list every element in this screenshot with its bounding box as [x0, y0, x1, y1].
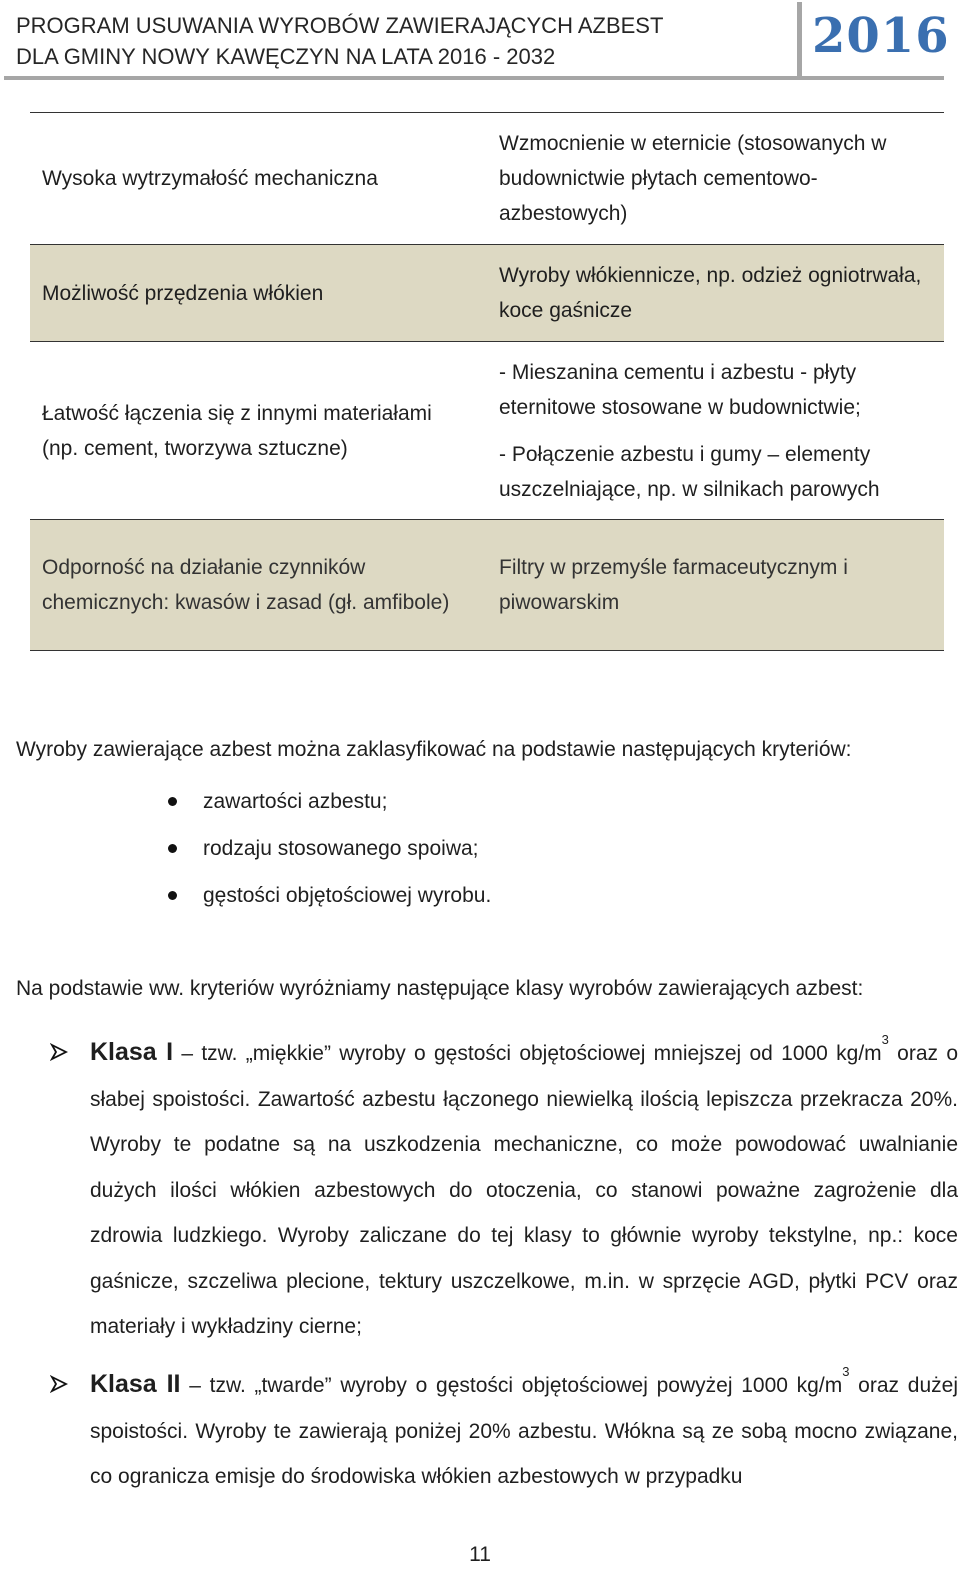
uses-text: Wzmocnienie w eternicie (stosowanych w budownictwie płytach cementowo-azbestowych) [499, 132, 887, 225]
uses-cell [485, 342, 944, 519]
asbestus-properties-table [30, 112, 944, 651]
page-number: 11 [469, 1543, 491, 1566]
property-cell: Wysoka wytrzymałość mechaniczna [42, 167, 378, 190]
bullet-icon [168, 891, 177, 900]
class-i-item [90, 1030, 958, 1350]
bullet-icon [168, 844, 177, 853]
table-row [30, 245, 944, 342]
class-ii-lead: – tzw. „twarde” wyroby o gęstości objętościowej powyżej 1000 kg/m [180, 1374, 843, 1397]
class-i-text [90, 1030, 958, 1350]
table-row [30, 342, 944, 520]
header-year: 2016 [812, 8, 950, 64]
class-ii-item [90, 1362, 958, 1500]
property-cell: Możliwość przędzenia włókien [42, 281, 324, 305]
uses-text: - Połączenie azbestu i gumy – elementy uszczelniające, np. w silnikach parowych [499, 442, 880, 501]
class-i-description: oraz o słabej spoistości. Zawartość azbestu łączonego niewielką ilością lepiszcza przekracza 20%. Wyroby te podatne są na uszkodzenia mechaniczne, co może powodować uwalnianie dużych ilości włókien azbestowych do otoczenia, co stanowi poważne zagrożenie dla zdrowia ludzkiego. Wyroby zaliczane do tej klasy to głównie wyroby tekstylne, np.: koce gaśnicze, szczeliwa plecione, tektury uszczelkowe, m.in. w sprzęcie AGD, płytki PCV oraz materiały i wykładziny cierne; [90, 1042, 958, 1338]
uses-cell [485, 245, 944, 341]
document-title [16, 10, 663, 72]
document-title-line-2: DLA GMINY NOWY KAWĘCZYN NA LATA 2016 - 2032 [16, 44, 556, 69]
class-i-sup: 3 [881, 1032, 889, 1047]
arrowhead-bullet-icon [50, 1375, 68, 1393]
class-ii-text [90, 1362, 958, 1500]
criteria-intro: Wyroby zawierające azbest można zaklasyfikować na podstawie następujących kryteriów: [16, 738, 852, 761]
table-row [30, 520, 944, 651]
arrowhead-bullet-icon [50, 1043, 68, 1061]
uses-text: Wyroby włókiennicze, np. odzież ogniotrwała, koce gaśnicze [499, 264, 922, 322]
header-rule [4, 76, 944, 80]
header-divider [797, 2, 802, 80]
property-cell: Łatwość łączenia się z innymi materiałami (np. cement, tworzywa sztuczne) [42, 401, 432, 460]
uses-cell [485, 113, 944, 244]
table-row [30, 113, 944, 245]
property-cell: Odporność na działanie czynników chemicznych: kwasów i zasad (gł. amfibole) [42, 556, 450, 614]
bullet-icon [168, 797, 177, 806]
list-item [160, 831, 491, 878]
class-ii-sup: 3 [842, 1364, 850, 1379]
uses-text: Filtry w przemyśle farmaceutycznym i piwowarskim [499, 556, 848, 614]
list-item [160, 784, 491, 831]
page-header [0, 0, 960, 84]
class-ii-name: Klasa II [90, 1370, 181, 1398]
document-title-line-1: PROGRAM USUWANIA WYROBÓW ZAWIERAJĄCYCH AZBEST [16, 13, 664, 38]
list-item [160, 878, 491, 925]
uses-text: - Mieszanina cementu i azbestu - płyty eternitowe stosowane w budownictwie; [499, 360, 861, 419]
class-i-name: Klasa I [90, 1038, 174, 1066]
uses-cell [485, 520, 944, 650]
criteria-list [160, 784, 491, 925]
list-item-text: gęstości objętościowej wyrobu. [203, 884, 492, 907]
class-ii-description: oraz dużej spoistości. Wyroby te zawierają poniżej 20% azbestu. Włókna są ze sobą mocno związane, co ogranicza emisje do środowiska włókien azbestowych w przypadku [90, 1374, 958, 1488]
list-item-text: zawartości azbestu; [203, 790, 388, 813]
classes-intro: Na podstawie ww. kryteriów wyróżniamy następujące klasy wyrobów zawierających azbest: [16, 977, 864, 1000]
class-i-lead: – tzw. „miękkie” wyroby o gęstości objętościowej mniejszej od 1000 kg/m [173, 1042, 882, 1065]
list-item-text: rodzaju stosowanego spoiwa; [203, 837, 479, 860]
